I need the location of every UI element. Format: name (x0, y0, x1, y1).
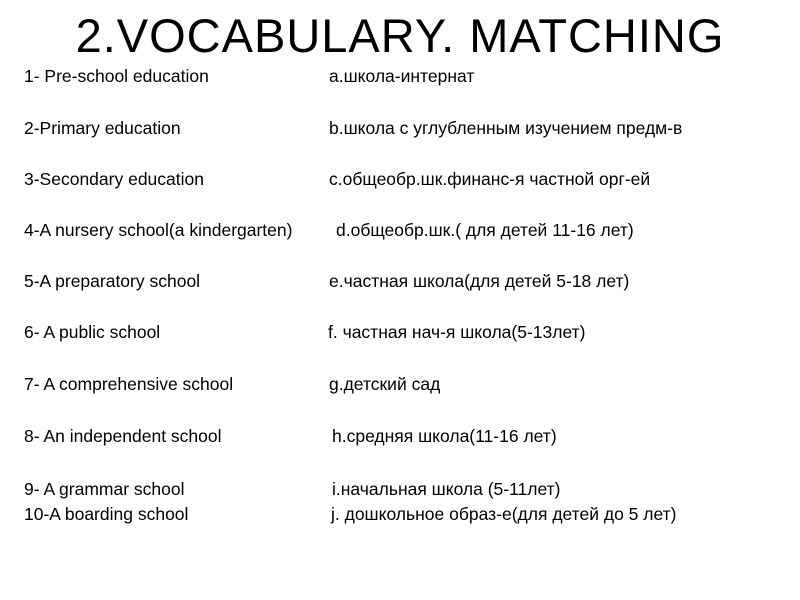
matching-row-5 (0, 270, 800, 292)
matching-row-8 (0, 425, 800, 447)
term-7: 7- A comprehensive school (24, 374, 234, 394)
matching-row-2 (0, 117, 800, 139)
term-1: 1- Pre-school education (24, 66, 209, 86)
definition-c: c.общеобр.шк.финанс-я частной орг-ей (329, 169, 651, 189)
matching-row-4 (0, 219, 800, 241)
definition-a: a.школа-интернат (329, 66, 475, 86)
matching-row-7 (0, 373, 800, 395)
term-8: 8- An independent school (24, 426, 222, 446)
definition-h: h.средняя школа(11-16 лет) (332, 426, 557, 446)
definition-j: j. дошкольное образ-е(для детей до 5 лет) (331, 504, 677, 524)
term-9: 9- A grammar school (24, 479, 185, 499)
definition-e: e.частная школа(для детей 5-18 лет) (329, 271, 630, 291)
term-10: 10-A boarding school (24, 504, 189, 524)
matching-row-10 (0, 503, 800, 525)
definition-b: b.школа с углубленным изучением предм-в (329, 118, 683, 138)
definition-d: d.общеобр.шк.( для детей 11-16 лет) (336, 220, 634, 240)
slide-title: 2.VOCABULARY. MATCHING (75, 9, 725, 62)
term-3: 3-Secondary education (24, 169, 204, 189)
term-5: 5-A preparatory school (24, 271, 201, 291)
matching-row-6 (0, 321, 800, 343)
term-6: 6- A public school (24, 322, 161, 342)
term-4: 4-A nursery school(a kindergarten) (24, 220, 293, 240)
term-2: 2-Primary education (24, 118, 181, 138)
matching-row-1 (0, 65, 800, 87)
matching-row-9 (0, 478, 800, 500)
definition-g: g.детский сад (329, 374, 441, 394)
matching-row-3 (0, 168, 800, 190)
definition-i: i.начальная школа (5-11лет) (332, 479, 561, 499)
definition-f: f. частная нач-я школа(5-13лет) (328, 322, 586, 342)
